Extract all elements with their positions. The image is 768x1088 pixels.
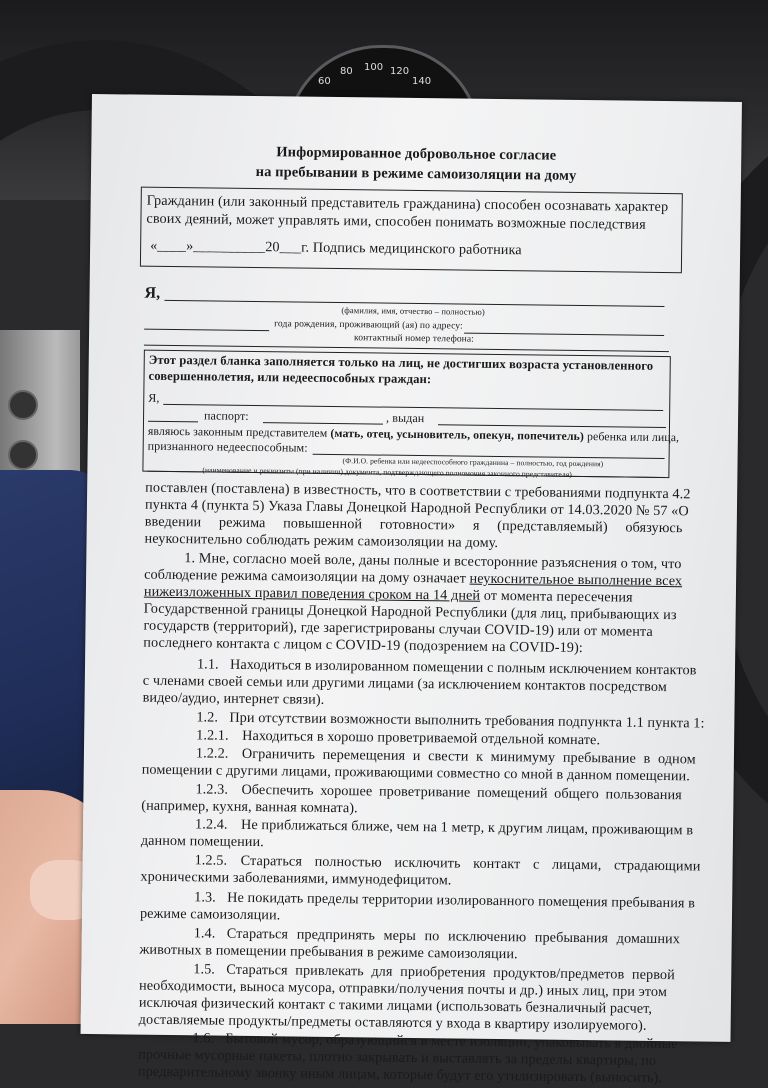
p1-line: Государственной границы Донецкой Народной Республики (для лиц, прибывающих из — [143, 600, 677, 624]
item-line: необходимости, выноса мусора, отправки/получения почты и др.) иных лиц, при этом — [139, 977, 668, 1001]
item-line: исключая физический контакт с такими лицами (использовать безналичный расчет, — [138, 994, 653, 1017]
box1-line: Гражданин (или законный представитель гражданина) способен осознавать характер — [146, 192, 669, 216]
item-line: прочные мусорные пакеты, плотно закрывать и выставлять за пределы квартиры, по — [138, 1046, 657, 1069]
item-line: режиме самоизоляции. — [139, 905, 281, 924]
doc-hint: (наименование и реквизиты (при наличии) документа, подтверждающего полномочия законного представителя) — [202, 465, 572, 479]
birth-line: года рождения, проживающий (ая) по адресу: — [274, 319, 463, 332]
issued-label: , выдан — [385, 410, 425, 426]
item-line: данном помещении. — [140, 832, 264, 851]
control-knob — [8, 440, 38, 470]
guardian-header: Этот раздел бланка заполняется только на лиц, не достигших возраста установленного — [148, 352, 654, 373]
gauge-label: 60 — [318, 76, 331, 87]
guardian-header: совершеннолетия, или недееспособных граждан: — [148, 368, 432, 387]
intro-line: введении режима повышенной готовности» я (представляемый) обязуюсь — [144, 513, 683, 537]
box1-signature-line: «____»__________20___г. Подпись медицинского работника — [150, 237, 522, 259]
phone-line: контактный номер телефона: — [353, 333, 475, 345]
intro-line: неукоснительно соблюдать режим самоизоляции на дому. — [144, 530, 499, 551]
item-line: Бытовой мусор, образующийся в месте изоляции, упаковывать в двойные — [225, 1030, 678, 1053]
item-number: 1.6. — [192, 1030, 215, 1047]
item-line: При отсутствии возможности выполнить требования подпункта 1.1 пункта 1: — [229, 709, 705, 732]
p1-line: последнего контакта с лицом с COVID-19 (подозрением на COVID-19): — [143, 634, 584, 657]
ya-label: Я, — [144, 284, 161, 302]
item-number: 1.2.2. — [195, 745, 229, 762]
intro-line: поставлен (поставлена) в известность, что в соответствии с требованиями подпункта 4.2 — [145, 479, 691, 503]
item-line: хроническими заболеваниями, иммунодефицитом. — [140, 868, 452, 889]
item-line: помещении с другими лицами, проживающими совместно со мной в данном помещении. — [141, 761, 691, 785]
item-line: доставляемые продукты/предметы оставляются у входа в квартиру изолируемого). — [138, 1011, 647, 1034]
p1-text: соблюдение режима самоизоляции на дому означает — [144, 566, 470, 587]
gauge-label: 120 — [390, 66, 410, 77]
item-number: 1.2. — [196, 709, 219, 726]
item-line: Не приближаться ближе, чем на 1 метр, к другим лицам, проживающим в — [240, 816, 694, 839]
item-number: 1.5. — [193, 961, 216, 978]
birth-underline — [144, 329, 269, 332]
p1-line: 1. Мне, согласно моей воле, даны полные и всесторонние разъяснения о том, что — [184, 550, 682, 573]
consent-form-sheet — [81, 94, 742, 1087]
incapable-label: признанного недееспособным: — [147, 438, 308, 455]
item-line: предварительному звонку иным лицам, которые будут его утилизировать (выносить). — [137, 1063, 663, 1087]
item-number: 1.4. — [193, 925, 216, 942]
rep-roles: (мать, отец, усыновитель, опекун, попечитель) — [330, 425, 585, 444]
box1-line: своих деяний, может управлять ими, способен понимать возможные последствия — [146, 210, 646, 233]
item-line: Находиться в изолированном помещении с полным исключением контактов — [229, 656, 697, 679]
item-line: Ограничить перемещения и свести к минимуму пребывание в одном — [241, 745, 696, 768]
fio-hint: (фамилия, имя, отчество – полностью) — [341, 305, 485, 317]
p1-underlined: неукоснительное выполнение всех — [469, 570, 683, 590]
address-underline — [464, 333, 664, 336]
gauge-label: 140 — [412, 76, 432, 87]
rep-text: являюсь законным представителем — [147, 423, 328, 440]
item-line: животных в помещении пребывания в режиме самоизоляции. — [139, 941, 518, 963]
item-number: 1.2.3. — [195, 781, 229, 798]
item-line: Стараться предпринять меры по исключению пребывания домашних — [226, 925, 681, 948]
item-line: Не покидать пределы территории изолированного помещения пребывания в — [227, 889, 696, 912]
child-hint: (Ф.И.О. ребенка или недееспособного гражданина – полностью, год рождения) — [342, 456, 604, 469]
intro-line: пункта 4 (пункта 5) Указа Главы Донецкой Народной Республики от 14.03.2020 № 57 «О — [144, 496, 689, 520]
control-knob — [8, 390, 38, 420]
form-title-line1: Информированное добровольное согласие — [276, 144, 557, 164]
form-title-line2: на пребывании в режиме самоизоляции на дому — [255, 164, 577, 184]
item-line: видео/аудио, интернет связи). — [142, 689, 325, 708]
item-number: 1.2.4. — [194, 816, 228, 833]
item-line: (например, кухня, ванная комната). — [141, 797, 358, 817]
gauge-label: 80 — [340, 66, 353, 77]
item-number: 1.2.1. — [196, 727, 229, 744]
item-line: Стараться полностью исключить контакт с лицами, страдающими — [240, 852, 701, 875]
item-line: Обеспечить хорошее проветривание помещений общего пользования — [241, 781, 682, 804]
item-line: Находиться в хорошо проветриваемой отдельной комнате. — [242, 727, 601, 749]
passport-label: паспорт: — [203, 408, 249, 423]
p1-line: государств (территорий), где зарегистрированы случаи COVID-19) или от момента — [143, 617, 653, 640]
p1-underlined: нижеизложенных правил поведения сроком на 14 дней — [143, 583, 481, 604]
p1-text: от момента пересечения — [480, 587, 633, 606]
item-number: 1.1. — [196, 656, 219, 673]
rep-text-end: ребенка или лица, — [586, 429, 680, 445]
item-number: 1.3. — [194, 889, 216, 906]
item-line: Стараться привлекать для приобретения продуктов/предметов первой — [226, 961, 675, 984]
gauge-label: 100 — [364, 62, 384, 73]
guardian-ya: Я, — [148, 390, 160, 405]
item-line: с членами своей семьи или другими лицами (за исключением контактов посредством — [142, 672, 668, 696]
item-number: 1.2.5. — [194, 852, 228, 869]
